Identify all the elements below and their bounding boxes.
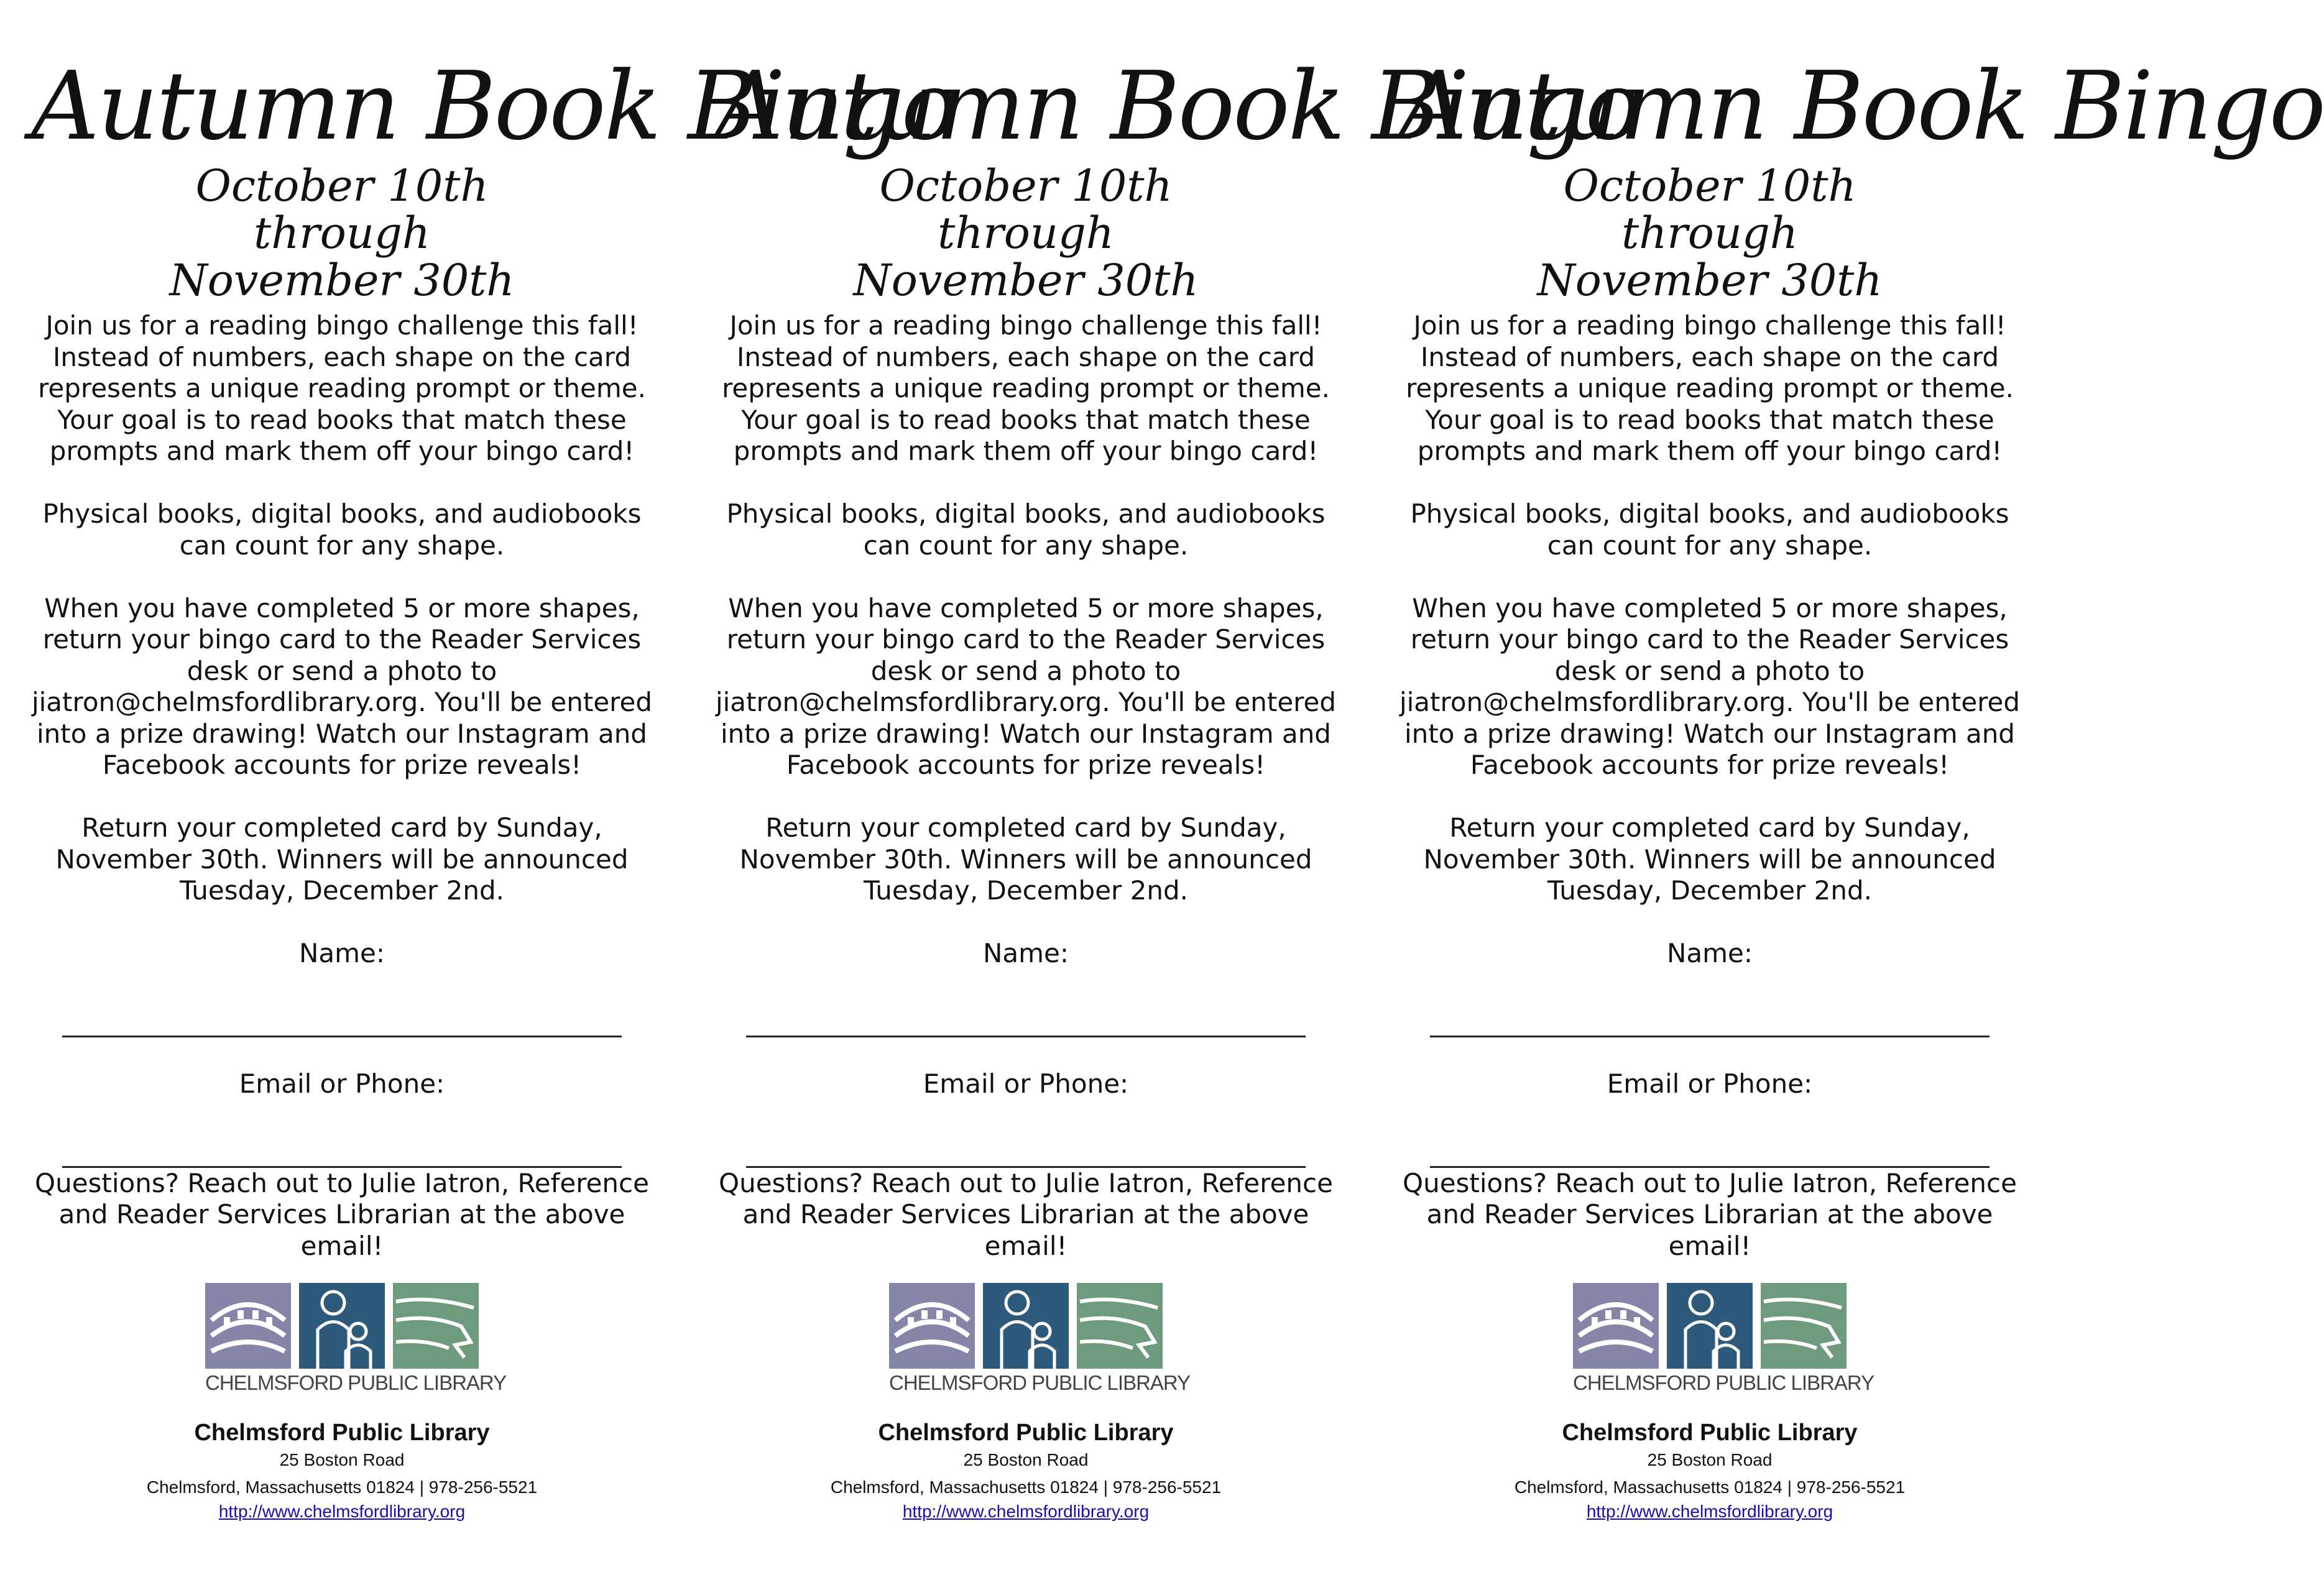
flyer-title: Autumn Book Bingo bbox=[1399, 51, 2324, 161]
address-street: 25 Boston Road bbox=[1647, 1450, 1773, 1469]
date-through: through bbox=[1621, 208, 1798, 259]
flyer-dates bbox=[31, 162, 653, 304]
deadline-paragraph: Return your completed card by Sunday, November 30th. Winners will be announced Tuesday, December 2nd. bbox=[739, 812, 1312, 906]
name-underline bbox=[62, 1036, 622, 1037]
contact-label: Email or Phone: bbox=[239, 1068, 445, 1099]
open-book-icon bbox=[1761, 1283, 1847, 1369]
library-logo bbox=[205, 1283, 507, 1395]
date-start: October 10th bbox=[195, 160, 489, 211]
formats-paragraph: Physical books, digital books, and audiobooks can count for any shape. bbox=[726, 498, 1326, 561]
open-book-icon bbox=[1077, 1283, 1163, 1369]
address-street: 25 Boston Road bbox=[963, 1450, 1089, 1469]
address-city-phone: Chelmsford, Massachusetts 01824 | 978-256-5521 bbox=[1514, 1477, 1906, 1497]
deadline-paragraph: Return your completed card by Sunday, November 30th. Winners will be announced Tuesday, December 2nd. bbox=[55, 812, 629, 906]
questions-paragraph: Questions? Reach out to Julie Iatron, Reference and Reader Services Librarian at the above email! bbox=[719, 1167, 1333, 1261]
flyer-dates bbox=[715, 162, 1337, 304]
address-city-phone: Chelmsford, Massachusetts 01824 | 978-256-5521 bbox=[830, 1477, 1222, 1497]
name-underline bbox=[1430, 1036, 1990, 1037]
library-name: Chelmsford Public Library bbox=[1562, 1420, 1858, 1446]
flyer-body bbox=[715, 310, 1337, 1262]
name-blank[interactable] bbox=[1399, 1006, 2021, 1037]
contact-label: Email or Phone: bbox=[923, 1068, 1129, 1099]
website-link[interactable]: http://www.chelmsfordlibrary.org bbox=[902, 1502, 1150, 1521]
library-name: Chelmsford Public Library bbox=[878, 1420, 1174, 1446]
date-end: November 30th bbox=[169, 255, 515, 306]
address-city-phone: Chelmsford, Massachusetts 01824 | 978-256-5521 bbox=[146, 1477, 538, 1497]
library-logo bbox=[1573, 1283, 1874, 1395]
instructions-paragraph: When you have completed 5 or more shapes, return your bingo card to the Reader Services desk or send a photo to jiatron@chelmsfordlibrary.org. You'll be entered into a prize drawing! Watch our Instagram and Facebook accounts for prize reveals! bbox=[715, 592, 1337, 780]
contact-label: Email or Phone: bbox=[1607, 1068, 1813, 1099]
name-label: Name: bbox=[298, 937, 385, 968]
date-end: November 30th bbox=[853, 255, 1199, 306]
flyer-title: Autumn Book Bingo bbox=[715, 51, 1641, 161]
instructions-paragraph: When you have completed 5 or more shapes, return your bingo card to the Reader Services desk or send a photo to jiatron@chelmsfordlibrary.org. You'll be entered into a prize drawing! Watch our Instagram and Facebook accounts for prize reveals! bbox=[1399, 592, 2021, 780]
people-icon bbox=[299, 1283, 385, 1369]
logo-wordmark: CHELMSFORD PUBLIC LIBRARY bbox=[205, 1371, 507, 1394]
date-through: through bbox=[254, 208, 430, 259]
date-through: through bbox=[938, 208, 1114, 259]
questions-paragraph: Questions? Reach out to Julie Iatron, Reference and Reader Services Librarian at the above email! bbox=[35, 1167, 649, 1261]
people-icon bbox=[1667, 1283, 1753, 1369]
intro-paragraph: Join us for a reading bingo challenge this fall! Instead of numbers, each shape on the card represents a unique reading prompt or theme. Your goal is to read books that match these prompts and mark them off your bingo card! bbox=[722, 310, 1330, 466]
flyer-title: Autumn Book Bingo bbox=[31, 51, 957, 161]
contact-blank[interactable] bbox=[1399, 1137, 2021, 1168]
name-label: Name: bbox=[982, 937, 1069, 968]
library-building-icon bbox=[205, 1283, 291, 1369]
logo-wordmark: CHELMSFORD PUBLIC LIBRARY bbox=[889, 1371, 1191, 1394]
questions-paragraph: Questions? Reach out to Julie Iatron, Reference and Reader Services Librarian at the above email! bbox=[1403, 1167, 2017, 1261]
intro-paragraph: Join us for a reading bingo challenge this fall! Instead of numbers, each shape on the card represents a unique reading prompt or theme. Your goal is to read books that match these prompts and mark them off your bingo card! bbox=[38, 310, 646, 466]
website-link[interactable]: http://www.chelmsfordlibrary.org bbox=[218, 1502, 466, 1521]
open-book-icon bbox=[393, 1283, 479, 1369]
instructions-paragraph: When you have completed 5 or more shapes, return your bingo card to the Reader Services desk or send a photo to jiatron@chelmsfordlibrary.org. You'll be entered into a prize drawing! Watch our Instagram and Facebook accounts for prize reveals! bbox=[31, 592, 653, 780]
name-blank[interactable] bbox=[31, 1006, 653, 1037]
flyer-dates bbox=[1399, 162, 2021, 304]
contact-blank[interactable] bbox=[31, 1137, 653, 1168]
address-street: 25 Boston Road bbox=[279, 1450, 405, 1469]
name-underline bbox=[746, 1036, 1306, 1037]
flyer-body bbox=[31, 310, 653, 1262]
flyer-1 bbox=[31, 0, 957, 1522]
formats-paragraph: Physical books, digital books, and audiobooks can count for any shape. bbox=[42, 498, 642, 561]
flyer-2 bbox=[715, 0, 1641, 1522]
logo-tiles bbox=[205, 1283, 479, 1370]
website-link[interactable]: http://www.chelmsfordlibrary.org bbox=[1586, 1502, 1833, 1521]
flyer-body bbox=[1399, 310, 2021, 1262]
logo-wordmark: CHELMSFORD PUBLIC LIBRARY bbox=[1573, 1371, 1874, 1394]
contact-blank[interactable] bbox=[715, 1137, 1337, 1168]
date-start: October 10th bbox=[1563, 160, 1856, 211]
date-end: November 30th bbox=[1537, 255, 1883, 306]
flyer-3 bbox=[1399, 0, 2324, 1522]
date-start: October 10th bbox=[879, 160, 1173, 211]
deadline-paragraph: Return your completed card by Sunday, November 30th. Winners will be announced Tuesday, December 2nd. bbox=[1423, 812, 1996, 906]
name-label: Name: bbox=[1666, 937, 1753, 968]
library-building-icon bbox=[1573, 1283, 1659, 1369]
library-name: Chelmsford Public Library bbox=[194, 1420, 490, 1446]
name-blank[interactable] bbox=[715, 1006, 1337, 1037]
people-icon bbox=[983, 1283, 1069, 1369]
library-logo bbox=[889, 1283, 1191, 1395]
library-building-icon bbox=[889, 1283, 975, 1369]
logo-tiles bbox=[889, 1283, 1163, 1370]
formats-paragraph: Physical books, digital books, and audiobooks can count for any shape. bbox=[1410, 498, 2009, 561]
intro-paragraph: Join us for a reading bingo challenge this fall! Instead of numbers, each shape on the card represents a unique reading prompt or theme. Your goal is to read books that match these prompts and mark them off your bingo card! bbox=[1406, 310, 2014, 466]
logo-tiles bbox=[1573, 1283, 1847, 1370]
